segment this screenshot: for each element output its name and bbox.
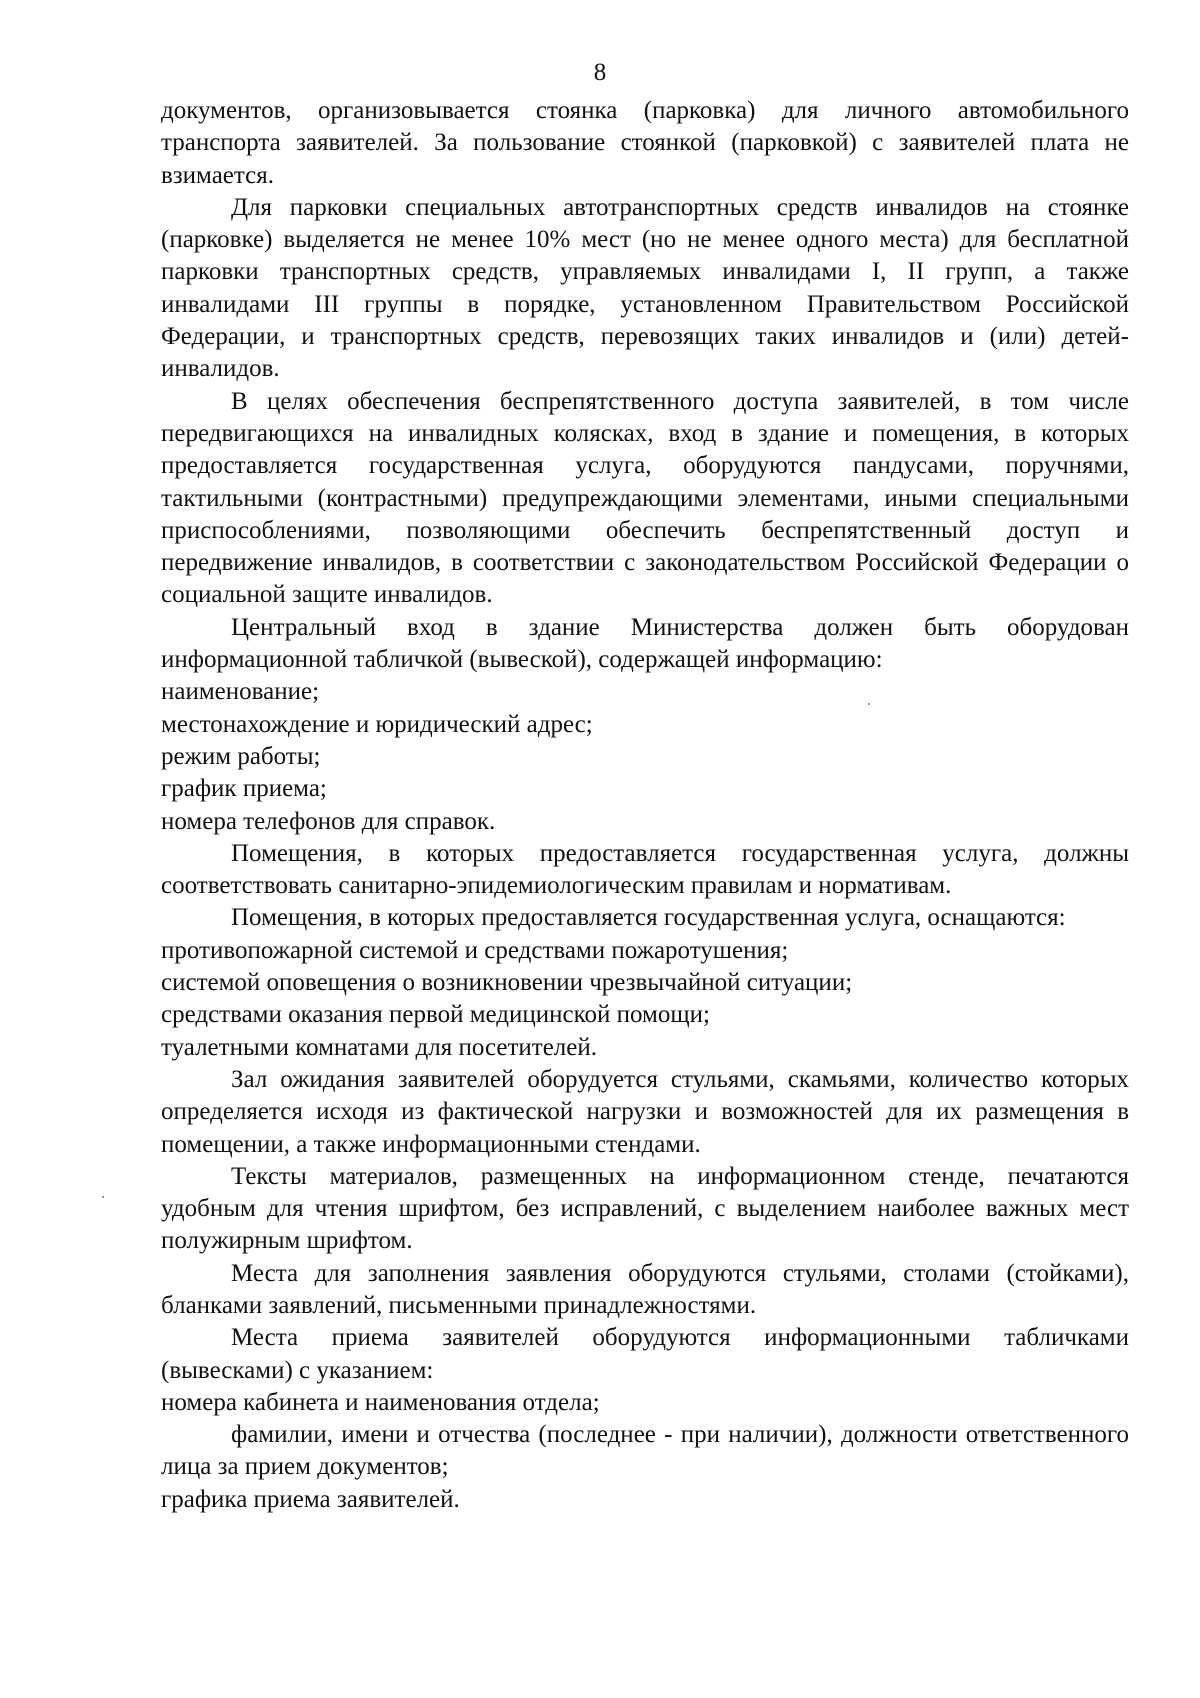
paragraph-parking-continuation: документов, организовывается стоянка (парковка) для личного автомобильного транспорта заявителей. За пользование стоянкой (парковкой) с заявителей плата не взимается. bbox=[161, 97, 1129, 189]
paragraph-waiting-hall: Зал ожидания заявителей оборудуется стульями, скамьями, количество которых определяется исходя из фактической нагрузки и возможностей для их размещения в помещении, а также информационными стендами. bbox=[161, 1065, 1129, 1158]
list-item: номера кабинета и наименования отдела; bbox=[161, 1388, 600, 1416]
paragraph-premises-equipment: Помещения, в которых предоставляется государственная услуга, оснащаются: bbox=[231, 904, 1066, 932]
list-item: местонахождение и юридический адрес; bbox=[161, 710, 593, 738]
list-item: режим работы; bbox=[161, 742, 321, 770]
list-item: наименование; bbox=[161, 678, 320, 706]
list-item: средствами оказания первой медицинской помощи; bbox=[161, 1001, 710, 1029]
paragraph-entrance-sign: Центральный вход в здание Министерства должен быть оборудован информационной табличкой (вывеской), содержащей информацию: bbox=[161, 613, 1129, 674]
paragraph-disabled-parking: Для парковки специальных автотранспортных средств инвалидов на стоянке (парковке) выделяется не менее 10% мест (но не менее одного места) для бесплатной парковки транспортных средств, управляемых инвалидами I, II групп, а также инвалидами III группы в порядке, установленном Правительством Российской Федерации, и транспортных средств, перевозящих таких инвалидов и (или) детей-инвалидов. bbox=[161, 193, 1129, 383]
list-item: противопожарной системой и средствами пожаротушения; bbox=[161, 936, 789, 964]
document-body bbox=[161, 95, 1129, 1516]
list-item: график приема; bbox=[161, 775, 327, 803]
list-item: номера телефонов для справок. bbox=[161, 807, 496, 835]
paragraph-stand-texts: Тексты материалов, размещенных на информационном стенде, печатаются удобным для чтения шрифтом, без исправлений, с выделением наиболее важных мест полужирным шрифтом. bbox=[161, 1162, 1129, 1255]
paragraph-barrier-free-access: В целях обеспечения беспрепятственного доступа заявителей, в том числе передвигающихся на инвалидных колясках, вход в здание и помещения, в которых предоставляется государственная услуга, оборудуются пандусами, поручнями, тактильными (контрастными) предупреждающими элементами, иными специальными приспособлениями, позволяющими обеспечить беспрепятственный доступ и передвижение инвалидов, в соответствии с законодательством Российской Федерации о социальной защите инвалидов. bbox=[161, 387, 1129, 609]
list-item: системой оповещения о возникновении чрезвычайной ситуации; bbox=[161, 969, 853, 997]
scan-speck bbox=[102, 1196, 104, 1198]
paragraph-sanitary-rules: Помещения, в которых предоставляется государственная услуга, должны соответствовать санитарно-эпидемиологическим правилам и нормативам. bbox=[161, 839, 1129, 900]
list-item: фамилии, имени и отчества (последнее - при наличии), должности ответственного лица за прием документов; bbox=[161, 1421, 1129, 1481]
list-item: туалетными комнатами для посетителей. bbox=[161, 1033, 597, 1061]
page-number: 8 bbox=[593, 59, 607, 86]
paragraph-application-places: Места для заполнения заявления оборудуются стульями, столами (стойками), бланками заявлений, письменными принадлежностями. bbox=[161, 1259, 1129, 1319]
list-item: графика приема заявителей. bbox=[161, 1485, 460, 1513]
scan-speck bbox=[868, 703, 870, 705]
paragraph-reception-places: Места приема заявителей оборудуются информационными табличками (вывесками) с указанием: bbox=[161, 1324, 1129, 1384]
